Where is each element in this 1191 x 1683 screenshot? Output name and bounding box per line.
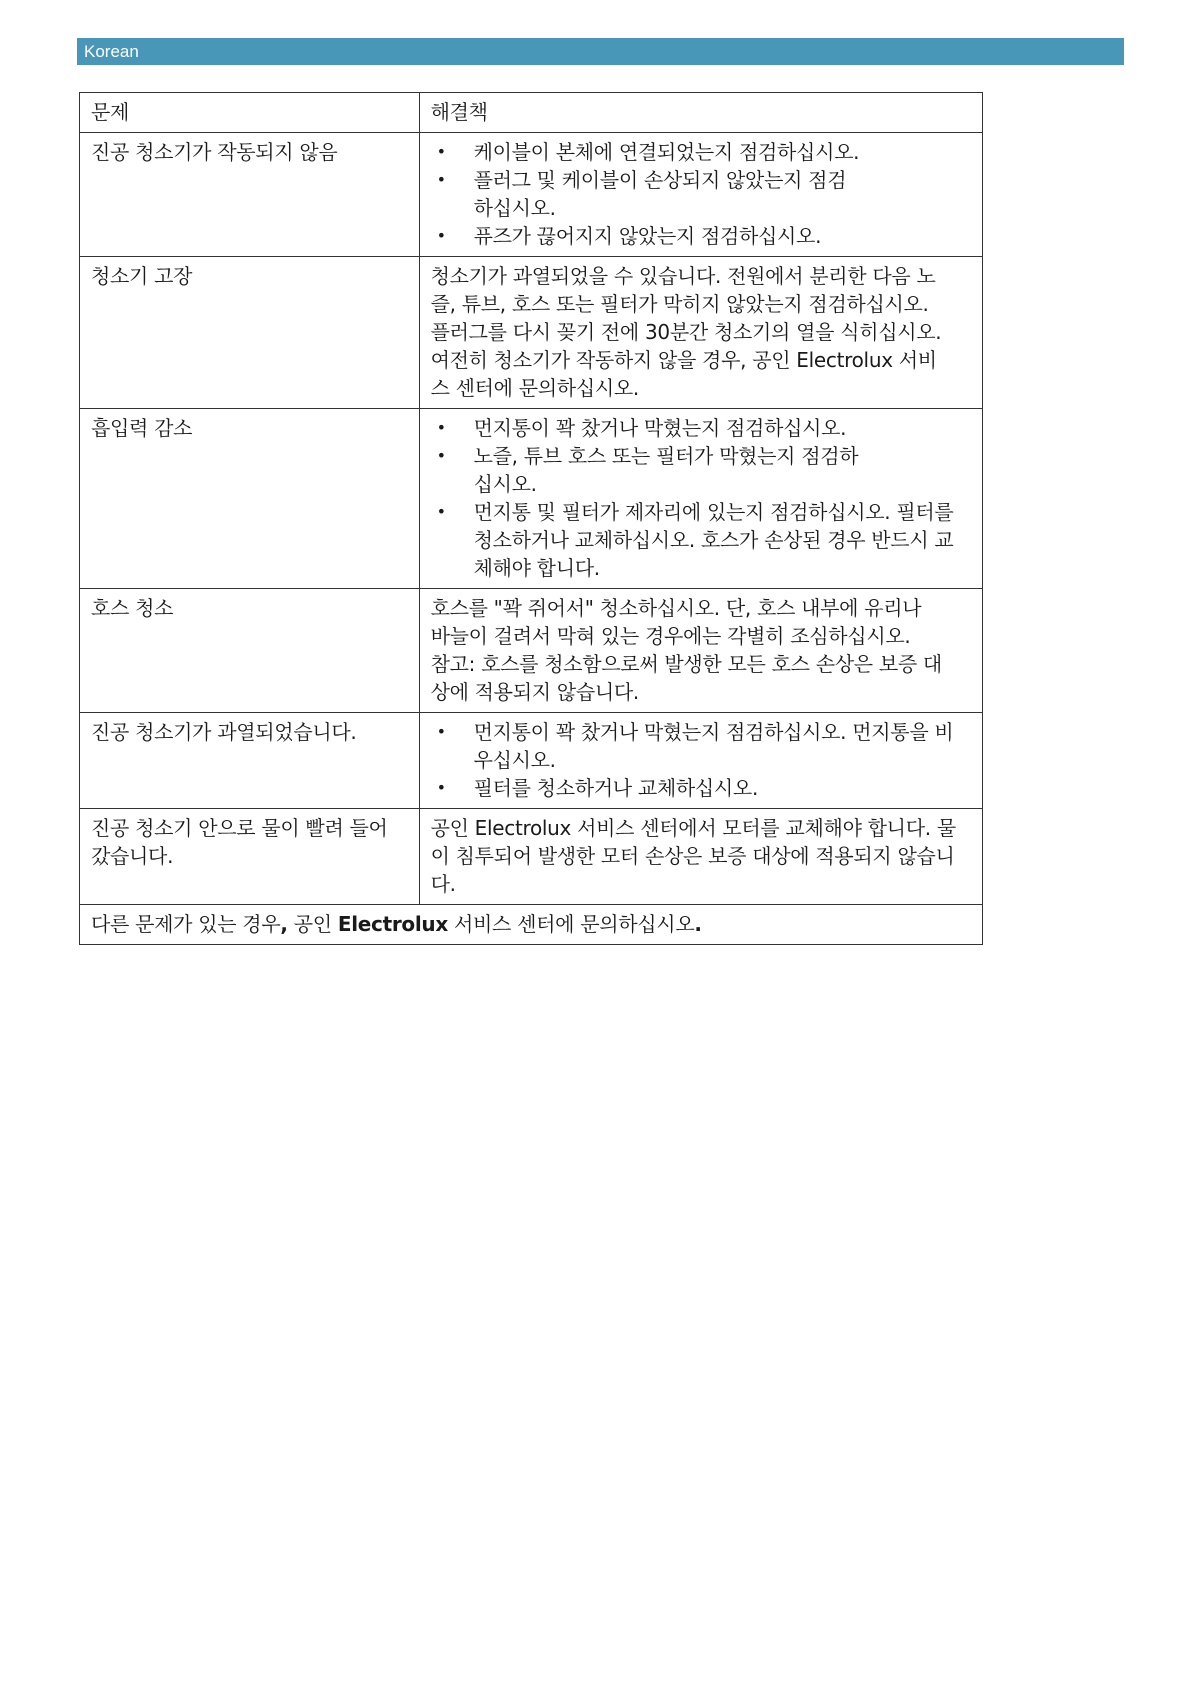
footer-mid: 공인 — [287, 912, 338, 936]
language-label: Korean — [84, 42, 139, 61]
solution-list — [431, 718, 971, 802]
footer-brand: Electrolux — [337, 912, 448, 936]
table-row — [80, 589, 983, 713]
list-item: • 먼지통 및 필터가 제자리에 있는지 점검하십시오. 필터를 청소하거나 교체하십시오. 호스가 손상된 경우 반드시 교체해야 합니다. — [431, 498, 971, 582]
problem-cell: 흡입력 감소 — [80, 409, 420, 589]
table-row — [80, 409, 983, 589]
solution-list — [431, 414, 971, 582]
table-row — [80, 257, 983, 409]
header-solution: 해결책 — [419, 93, 982, 133]
solution-cell: 청소기가 과열되었을 수 있습니다. 전원에서 분리한 다음 노즐, 튜브, 호스 또는 필터가 막히지 않았는지 점검하십시오. 플러그를 다시 꽂기 전에 30분간 청소기의 열을 식히십시오. 여전히 청소기가 작동하지 않을 경우, 공인 Electrolux 서비스 센터에 문의하십시오. — [419, 257, 982, 409]
table-header-row — [80, 93, 983, 133]
solution-text: 호스를 "꽉 쥐어서" 청소하십시오. 단, 호스 내부에 유리나 바늘이 걸려서 막혀 있는 경우에는 각별히 조심하십시오. — [430, 596, 922, 648]
solution-cell — [419, 589, 982, 713]
language-header-bar — [77, 38, 1124, 65]
problem-cell: 호스 청소 — [80, 589, 420, 713]
list-item: • 플러그 및 케이블이 손상되지 않았는지 점검하십시오. — [431, 166, 971, 222]
problem-cell: 진공 청소기 안으로 물이 빨려 들어갔습니다. — [80, 809, 420, 905]
list-item: • 필터를 청소하거나 교체하십시오. — [431, 774, 971, 802]
list-item: • 케이블이 본체에 연결되었는지 점검하십시오. — [431, 138, 971, 166]
footer-suffix: 서비스 센터에 문의하십시오 — [447, 912, 695, 936]
problem-cell: 청소기 고장 — [80, 257, 420, 409]
table-footer-row — [80, 905, 983, 945]
solution-cell — [419, 713, 982, 809]
footer-note — [80, 905, 983, 945]
header-problem: 문제 — [80, 93, 420, 133]
table-row — [80, 809, 983, 905]
list-item: • 퓨즈가 끊어지지 않았는지 점검하십시오. — [431, 222, 971, 250]
list-item: • 먼지통이 꽉 찼거나 막혔는지 점검하십시오. 먼지통을 비우십시오. — [431, 718, 971, 774]
footer-comma: , — [280, 912, 288, 936]
problem-cell: 진공 청소기가 과열되었습니다. — [80, 713, 420, 809]
solution-cell: 공인 Electrolux 서비스 센터에서 모터를 교체해야 합니다. 물이 침투되어 발생한 모터 손상은 보증 대상에 적용되지 않습니다. — [419, 809, 982, 905]
table-row — [80, 713, 983, 809]
footer-prefix: 다른 문제가 있는 경우 — [91, 912, 281, 936]
list-item: • 노즐, 튜브 호스 또는 필터가 막혔는지 점검하십시오. — [431, 442, 971, 498]
list-item: • 먼지통이 꽉 찼거나 막혔는지 점검하십시오. — [431, 414, 971, 442]
troubleshooting-table — [79, 92, 983, 945]
solution-cell — [419, 409, 982, 589]
solution-note: 참고: 호스를 청소함으로써 발생한 모든 호스 손상은 보증 대상에 적용되지 않습니다. — [430, 652, 942, 704]
solution-cell — [419, 133, 982, 257]
problem-cell: 진공 청소기가 작동되지 않음 — [80, 133, 420, 257]
footer-period: . — [694, 912, 702, 936]
solution-list — [431, 138, 971, 250]
table-row — [80, 133, 983, 257]
